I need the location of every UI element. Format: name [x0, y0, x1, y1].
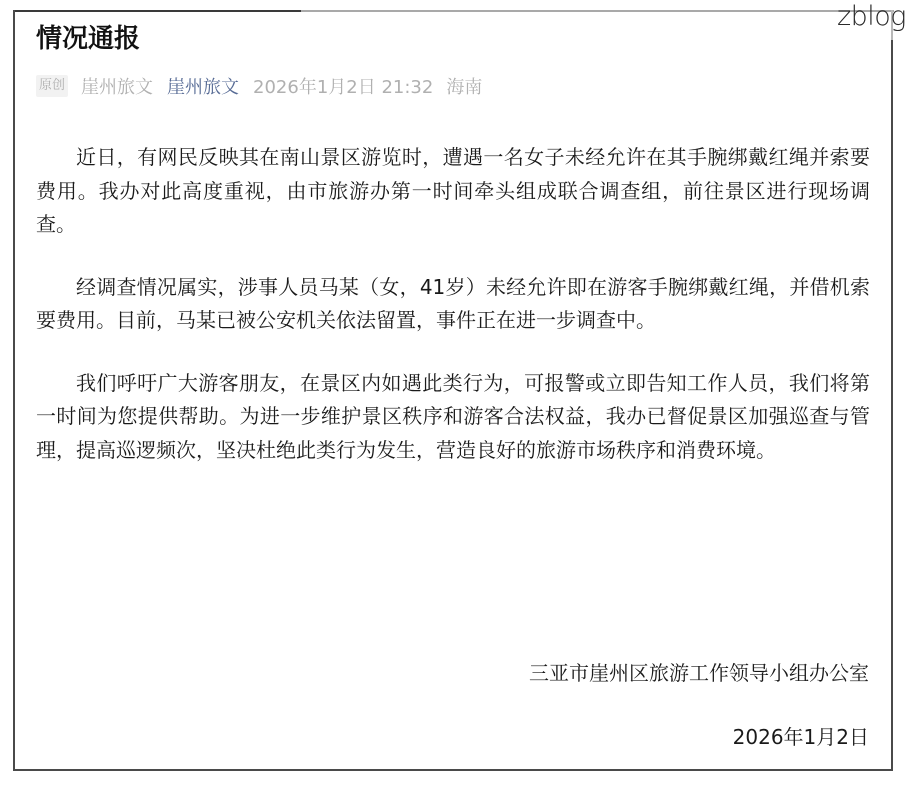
- frame-border-left: [13, 10, 15, 771]
- paragraph: 我们呼吁广大游客朋友，在景区内如遇此类行为，可报警或立即告知工作人员，我们将第一时间为您提供帮助。为进一步维护景区秩序和游客合法权益，我办已督促景区加强巡查与管理，提高巡逻频次，坚决杜绝此类行为发生，营造良好的旅游市场秩序和消费环境。: [36, 370, 870, 462]
- article-title: 情况通报: [36, 24, 141, 54]
- frame-border-bottom: [13, 769, 893, 771]
- frame-border-right: [891, 40, 893, 771]
- article-meta: [36, 73, 482, 99]
- watermark: zblog: [836, 1, 906, 32]
- publish-region: 海南: [446, 77, 483, 98]
- article-body: [36, 141, 870, 496]
- signature-org: 三亚市崖州区旅游工作领导小组办公室: [529, 661, 869, 685]
- original-badge: 原创: [36, 75, 68, 97]
- author-name: 崖州旅文: [81, 77, 154, 98]
- paragraph: 近日，有网民反映其在南山景区游览时，遭遇一名女子未经允许在其手腕绑戴红绳并索要费用。我办对此高度重视，由市旅游办第一时间牵头组成联合调查组，前往景区进行现场调查。: [36, 145, 870, 236]
- frame-border-top-light: [301, 10, 894, 12]
- paragraph: 经调查情况属实，涉事人员马某（女，41岁）未经允许即在游客手腕绑戴红绳，并借机索要费用。目前，马某已被公安机关依法留置，事件正在进一步调查中。: [36, 274, 870, 332]
- signature-date: 2026年1月2日: [732, 725, 869, 749]
- account-link[interactable]: 崖州旅文: [167, 77, 240, 98]
- publish-datetime: 2026年1月2日 21:32: [253, 77, 434, 98]
- frame-border-top: [13, 10, 301, 12]
